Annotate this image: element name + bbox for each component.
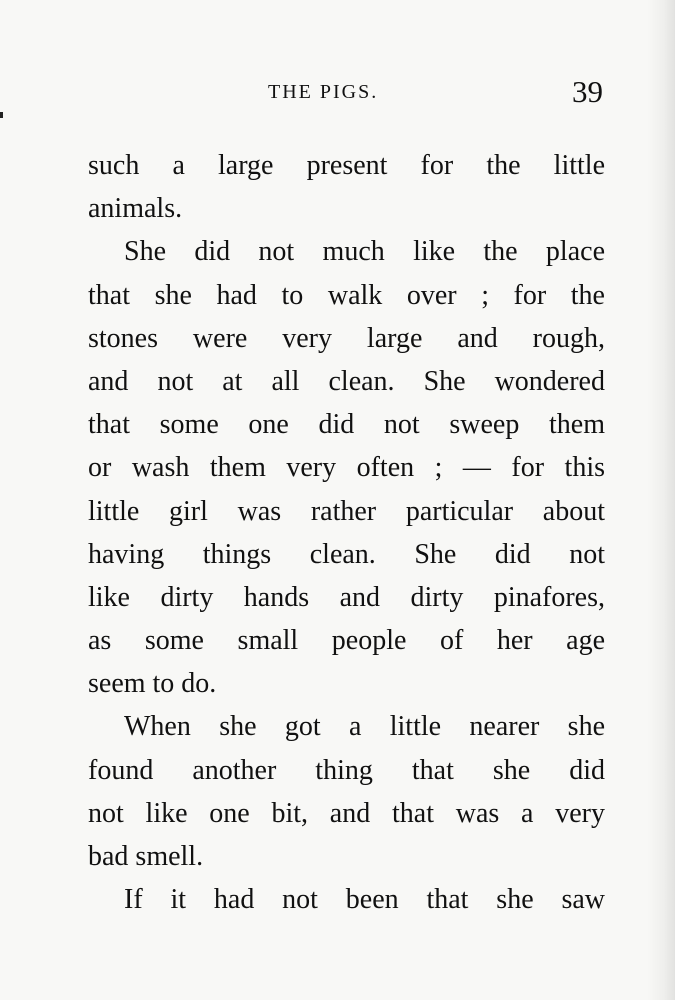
- page-edge-shadow: [647, 0, 675, 1000]
- text-line: animals.: [88, 193, 183, 225]
- text-line: She did not much like the place: [124, 236, 605, 268]
- text-line: that some one did not sweep them: [88, 409, 605, 441]
- text-line: If it had not been that she saw: [124, 884, 605, 916]
- text-line: seem to do.: [88, 668, 217, 700]
- page-header: [88, 74, 605, 114]
- text-line: bad smell.: [88, 841, 204, 872]
- text-line: like dirty hands and dirty pinafores,: [88, 581, 605, 613]
- margin-mark: [0, 112, 3, 118]
- text-line: that she had to walk over ; for the: [88, 279, 605, 311]
- text-line: stones were very large and rough,: [88, 322, 605, 354]
- text-line: having things clean. She did not: [88, 538, 605, 570]
- text-line: little girl was rather particular about: [88, 495, 605, 527]
- text-line: or wash them very often ; — for this: [88, 452, 605, 484]
- text-line: not like one bit, and that was a very: [88, 797, 605, 829]
- text-line: found another thing that she did: [88, 754, 605, 786]
- text-line: When she got a little nearer she: [124, 711, 605, 743]
- text-line: such a large present for the little: [88, 150, 605, 181]
- running-head: THE PIGS.: [268, 81, 379, 103]
- text-line: as some small people of her age: [88, 625, 605, 657]
- page-number: 39: [572, 74, 603, 109]
- body-text: [88, 144, 605, 921]
- text-line: and not at all clean. She wondered: [88, 365, 605, 397]
